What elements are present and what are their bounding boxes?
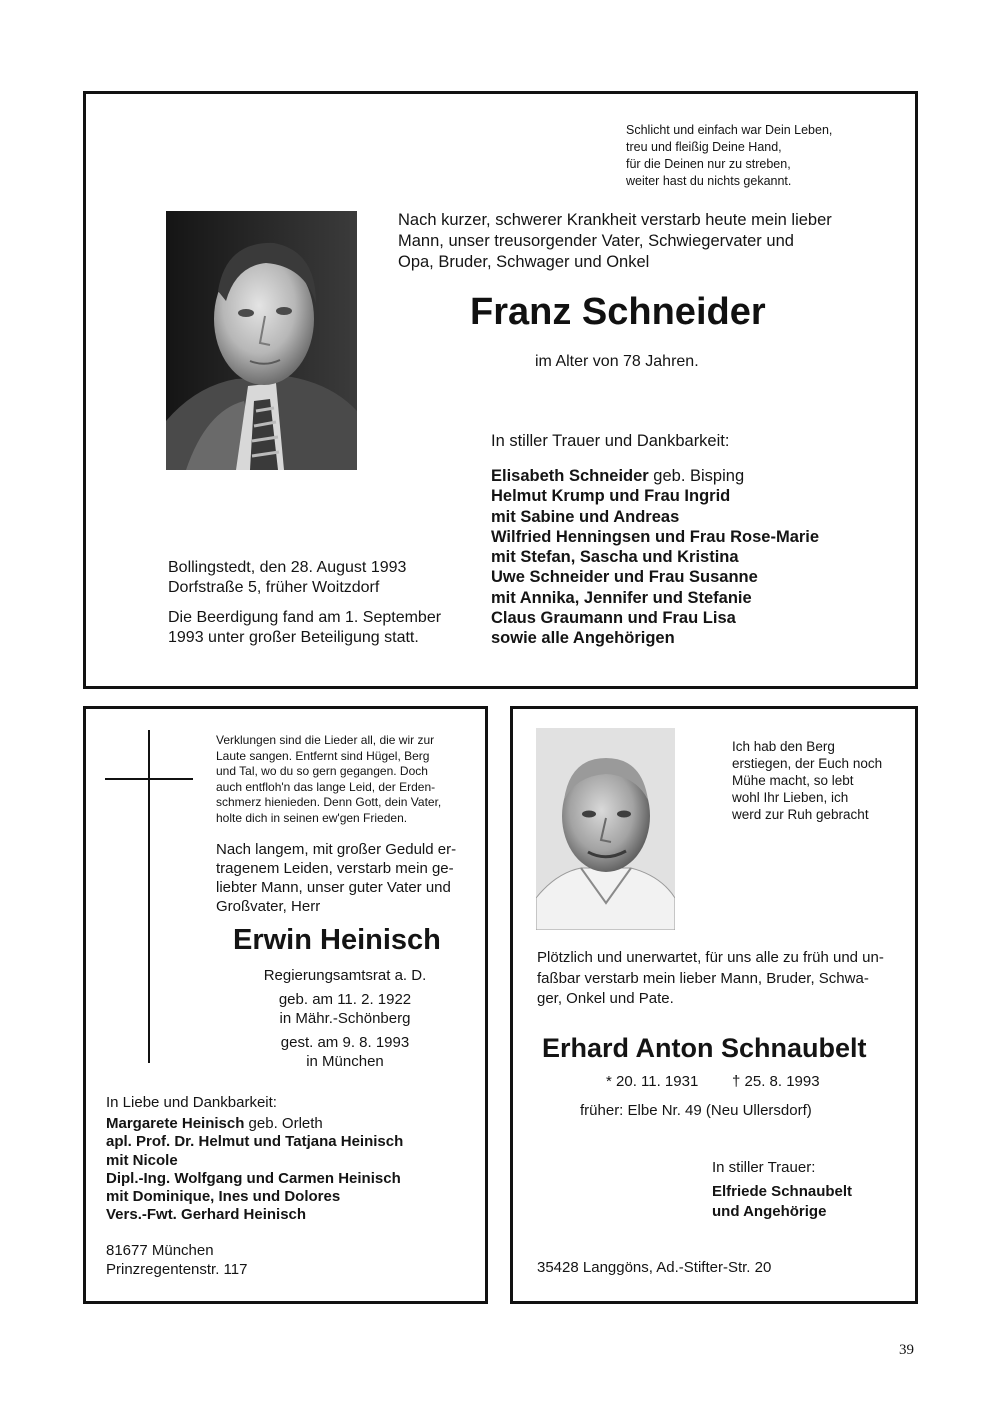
deceased-name-2: Erwin Heinisch <box>233 924 441 956</box>
mourner-line: mit Stefan, Sascha und Kristina <box>491 548 739 567</box>
intro-text-3: Plötzlich und unerwartet, für uns alle zu früh und un- faßbar verstarb mein lieber Mann, Bruder, Schwa- ger, Onkel und Pate. <box>537 949 884 1007</box>
age-text: im Alter von 78 Jahren. <box>535 353 699 370</box>
mourner-line: Wilfried Henningsen und Frau Rose-Marie <box>491 527 820 546</box>
page-number: 39 <box>899 1342 914 1358</box>
deceased-details-2: Regierungsamtsrat a. D. geb. am 11. 2. 1922 in Mähr.-Schönberg gest. am 9. 8. 1993 in München <box>263 967 427 1070</box>
mourner-line: Elfriede Schnaubelt <box>712 1183 853 1200</box>
mourners-list-2 <box>106 1115 403 1225</box>
mourner-line: mit Annika, Jennifer und Stefanie <box>491 588 752 607</box>
deceased-name-3: Erhard Anton Schnaubelt <box>542 1033 867 1063</box>
birth-date-3: * 20. 11. 1931 <box>606 1073 699 1090</box>
mourner-line: mit Sabine und Andreas <box>491 507 680 526</box>
mourner-line: Dipl.-Ing. Wolfgang und Carmen Heinisch <box>106 1169 401 1187</box>
mourning-heading-3: In stiller Trauer: <box>712 1159 816 1176</box>
mourner-line: Vers.-Fwt. Gerhard Heinisch <box>106 1206 307 1224</box>
former-address-3: früher: Elbe Nr. 49 (Neu Ullersdorf) <box>580 1102 812 1119</box>
mourner-line: und Angehörige <box>712 1203 827 1220</box>
mourner-line: Margarete Heinisch geb. Orleth <box>106 1115 323 1132</box>
poem-3: Ich hab den Berg erstiegen, der Euch noch Mühe macht, so lebt wohl Ihr Lieben, ich werd zur Ruh gebracht <box>732 739 883 822</box>
mourning-heading-1: In stiller Trauer und Dankbarkeit: <box>491 432 730 450</box>
mourner-line: mit Dominique, Ines und Dolores <box>106 1188 341 1206</box>
mourner-line: apl. Prof. Dr. Helmut und Tatjana Heinisch <box>106 1133 404 1151</box>
cross-symbol <box>105 730 195 1065</box>
mourning-heading-2: In Liebe und Dankbarkeit: <box>106 1094 277 1111</box>
mourner-line: mit Nicole <box>106 1151 178 1169</box>
mourner-line: sowie alle Angehörigen <box>491 629 675 648</box>
address-2: 81677 München Prinzregentenstr. 117 <box>106 1242 248 1278</box>
funeral-note: Die Beerdigung fand am 1. September 1993 unter großer Beteiligung statt. <box>168 609 442 646</box>
mourner-line: Elisabeth Schneider geb. Bisping <box>491 467 745 485</box>
mourner-line: Claus Graumann und Frau Lisa <box>491 609 736 628</box>
mourners-list-1 <box>491 466 819 649</box>
portrait-franz-schneider <box>166 211 357 470</box>
intro-text-2: Nach langem, mit großer Geduld er- tragenem Leiden, verstarb mein ge- liebter Mann, unser guter Vater und Großvater, Herr <box>216 841 457 915</box>
death-date-3: † 25. 8. 1993 <box>732 1073 820 1090</box>
address-3: 35428 Langgöns, Ad.-Stifter-Str. 20 <box>537 1259 772 1276</box>
intro-text-1: Nach kurzer, schwerer Krankheit verstarb heute mein lieber Mann, unser treusorgender Vater, Schwiegervater und Opa, Bruder, Schwager und Onkel <box>398 211 832 271</box>
mourner-line: Uwe Schneider und Frau Susanne <box>491 568 758 587</box>
poem-2: Verklungen sind die Lieder all, die wir zur Laute sangen. Entfernt sind Hügel, Berg und Tal, wo du so gern gegangen. Doch auch entfloh'n das lange Leid, der Erden- schmerz hienieden. Denn Gott, dein Vater, holte dich in seinen ew'gen Frieden. <box>216 733 442 825</box>
mourners-list-3 <box>712 1182 852 1222</box>
poem-1: Schlicht und einfach war Dein Leben, treu und fleißig Deine Hand, für die Deinen nur zu streben, weiter hast du nichts gekannt. <box>626 123 833 188</box>
portrait-erhard-schnaubelt <box>536 728 675 930</box>
deceased-name-1: Franz Schneider <box>470 291 766 333</box>
place-date-1: Bollingstedt, den 28. August 1993 Dorfstraße 5, früher Woitzdorf <box>168 559 407 596</box>
mourner-line: Helmut Krump und Frau Ingrid <box>491 487 731 506</box>
